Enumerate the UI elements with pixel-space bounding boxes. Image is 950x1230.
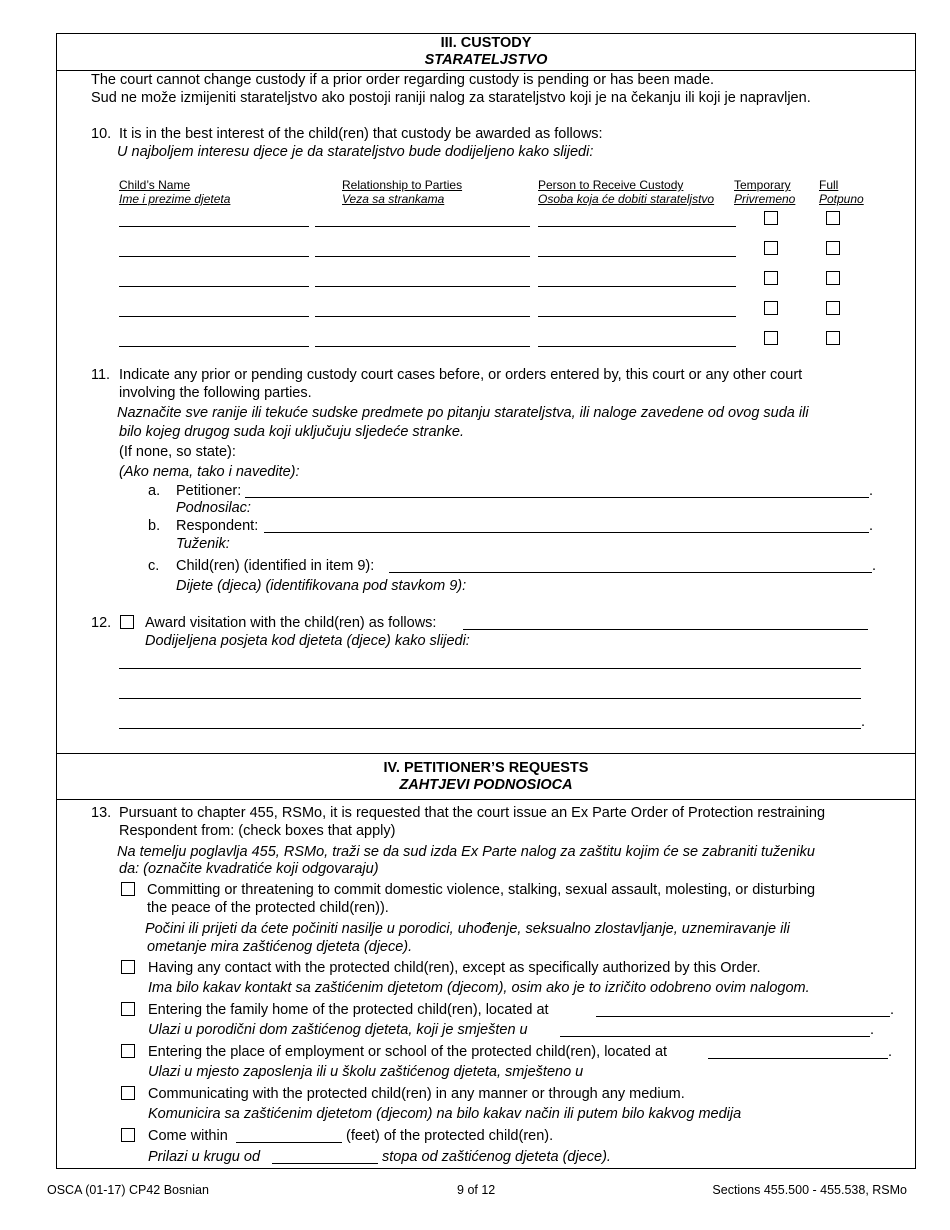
footer-statute: Sections 455.500 - 455.538, RSMo bbox=[712, 1183, 907, 1197]
relationship-field[interactable] bbox=[315, 316, 530, 317]
no-abuse-checkbox[interactable] bbox=[121, 882, 135, 896]
option2-alt: Ima bilo kakav kontakt sa zaštićenim djetetom (djecom), osim ako je to izričito odobreno ovim nalogom. bbox=[148, 980, 810, 996]
section3-title-alt: STARATELJSTVO bbox=[424, 52, 548, 68]
item11b-period: . bbox=[869, 518, 874, 534]
item11c-period: . bbox=[872, 558, 877, 574]
item11-alt-line1: Naznačite sve ranije ili tekuće sudske predmete po pitanju starateljstva, ili naloge zavedene od ovog suda ili bbox=[117, 405, 809, 421]
custody-person-field[interactable] bbox=[538, 316, 736, 317]
item11c-label: Child(ren) (identified in item 9): bbox=[176, 558, 375, 574]
option3-text: Entering the family home of the protected child(ren), located at bbox=[148, 1002, 549, 1018]
temporary-checkbox[interactable] bbox=[764, 331, 778, 345]
no-entering-work-checkbox[interactable] bbox=[121, 1044, 135, 1058]
col-header-relationship-alt: Veza sa strankama bbox=[342, 192, 445, 206]
item13-text-line2: Respondent from: (check boxes that apply) bbox=[119, 823, 396, 839]
relationship-field[interactable] bbox=[315, 346, 530, 347]
col-header-custody-person-alt: Osoba koja će dobiti starateljstvo bbox=[538, 192, 715, 206]
visitation-field-line3[interactable] bbox=[119, 698, 861, 699]
option4-alt: Ulazi u mjesto zaposlenja ili u školu zaštićenog djeteta, smješteno u bbox=[148, 1064, 584, 1080]
visitation-field-line1[interactable] bbox=[463, 629, 868, 630]
visitation-checkbox[interactable] bbox=[120, 615, 134, 629]
item11a-label-alt: Podnosilac: bbox=[176, 500, 251, 516]
distance-feet-field[interactable] bbox=[236, 1142, 342, 1143]
page-of: of bbox=[467, 1183, 478, 1197]
item11a-period: . bbox=[869, 483, 874, 499]
children-field[interactable] bbox=[389, 572, 872, 573]
child-name-field[interactable] bbox=[119, 286, 309, 287]
item10-number: 10. bbox=[91, 126, 112, 142]
relationship-field[interactable] bbox=[315, 286, 530, 287]
col-header-child-name-alt: Ime i prezime djeteta bbox=[119, 192, 231, 206]
item11c-label-alt: Dijete (djeca) (identifikovana pod stavkom 9): bbox=[176, 578, 467, 594]
visitation-field-line2[interactable] bbox=[119, 668, 861, 669]
option2-text: Having any contact with the protected child(ren), except as specifically authorized by this Order. bbox=[148, 960, 761, 976]
section4-header-divider bbox=[56, 799, 916, 800]
option5-text: Communicating with the protected child(ren) in any manner or through any medium. bbox=[148, 1086, 685, 1102]
option5-alt: Komunicira sa zaštićenim djetetom (djecom) na bilo kakav način ili putem bilo kakvog medija bbox=[148, 1106, 742, 1122]
full-checkbox[interactable] bbox=[826, 211, 840, 225]
item11b-label: Respondent: bbox=[176, 518, 259, 534]
item12-text-alt: Dodijeljena posjeta kod djeteta (djece) kako slijedi: bbox=[145, 633, 470, 649]
col-header-child-name: Child’s Name bbox=[119, 178, 191, 192]
option6-alt-start: Prilazi u krugu od bbox=[148, 1149, 261, 1165]
section3-title: III. CUSTODY bbox=[440, 35, 532, 51]
item12-number: 12. bbox=[91, 615, 112, 631]
option4-period: . bbox=[888, 1044, 893, 1060]
child-name-field[interactable] bbox=[119, 346, 309, 347]
home-location-field-alt[interactable] bbox=[560, 1036, 870, 1037]
col-header-relationship: Relationship to Parties bbox=[342, 178, 463, 192]
no-communicating-checkbox[interactable] bbox=[121, 1086, 135, 1100]
option6-text-start: Come within bbox=[148, 1128, 228, 1144]
relationship-field[interactable] bbox=[315, 256, 530, 257]
temporary-checkbox[interactable] bbox=[764, 211, 778, 225]
section4-title: IV. PETITIONER’S REQUESTS bbox=[383, 760, 589, 776]
item11-number: 11. bbox=[91, 367, 111, 383]
respondent-field[interactable] bbox=[264, 532, 869, 533]
option6-alt-end: stopa od zaštićenog djeteta (djece). bbox=[382, 1149, 611, 1165]
item11b-letter: b. bbox=[148, 518, 161, 534]
item11-if-none: (If none, so state): bbox=[119, 444, 236, 460]
section3-intro-alt: Sud ne može izmijeniti starateljstvo ako postoji raniji nalog za starateljstvo koji je na čekanju ili koji je napravljen. bbox=[91, 90, 811, 106]
item13-number: 13. bbox=[91, 805, 112, 821]
item11c-letter: c. bbox=[148, 558, 160, 574]
item10-text: It is in the best interest of the child(ren) that custody be awarded as follows: bbox=[119, 126, 603, 142]
option3-alt: Ulazi u porodični dom zaštićenog djeteta, koji je smješten u bbox=[148, 1022, 528, 1038]
item11a-label: Petitioner: bbox=[176, 483, 242, 499]
section3-intro: The court cannot change custody if a prior order regarding custody is pending or has been made. bbox=[91, 72, 715, 88]
option1-text-line2: the peace of the protected child(ren)). bbox=[147, 900, 389, 916]
child-name-field[interactable] bbox=[119, 226, 309, 227]
option3-period: . bbox=[890, 1002, 895, 1018]
full-checkbox[interactable] bbox=[826, 331, 840, 345]
child-name-field[interactable] bbox=[119, 256, 309, 257]
item11-alt-line2: bilo kojeg drugog suda koji uključuju sljedeće stranke. bbox=[119, 424, 464, 440]
page-current: 9 bbox=[457, 1183, 464, 1197]
petitioner-field[interactable] bbox=[245, 497, 869, 498]
col-header-temporary-alt: Privremeno bbox=[734, 192, 796, 206]
item11-text-line1: Indicate any prior or pending custody court cases before, or orders entered by, this court or any other court bbox=[119, 367, 803, 383]
footer-form-id: OSCA (01-17) CP42 Bosnian bbox=[47, 1183, 209, 1197]
custody-person-field[interactable] bbox=[538, 286, 736, 287]
item11a-letter: a. bbox=[148, 483, 161, 499]
col-header-custody-person: Person to Receive Custody bbox=[538, 178, 684, 192]
full-checkbox[interactable] bbox=[826, 301, 840, 315]
custody-person-field[interactable] bbox=[538, 226, 736, 227]
section4-title-alt: ZAHTJEVI PODNOSIOCA bbox=[399, 777, 573, 793]
option1-alt-line1: Počini ili prijeti da ćete počiniti nasilje u porodici, uhođenje, seksualno zlostavljanje, uznemiravanje ili bbox=[145, 921, 790, 937]
option4-text: Entering the place of employment or school of the protected child(ren), located at bbox=[148, 1044, 668, 1060]
col-header-temporary: Temporary bbox=[734, 178, 791, 192]
no-entering-home-checkbox[interactable] bbox=[121, 1002, 135, 1016]
custody-person-field[interactable] bbox=[538, 256, 736, 257]
option1-alt-line2: ometanje mira zaštićenog djeteta (djece). bbox=[147, 939, 413, 955]
temporary-checkbox[interactable] bbox=[764, 301, 778, 315]
item11b-label-alt: Tuženik: bbox=[176, 536, 230, 552]
home-location-field[interactable] bbox=[596, 1016, 890, 1017]
col-header-full-alt: Potpuno bbox=[819, 192, 864, 206]
section-divider bbox=[56, 753, 916, 754]
item11-if-none-alt: (Ako nema, tako i navedite): bbox=[119, 464, 300, 480]
option3-alt-period: . bbox=[870, 1022, 875, 1038]
child-name-field[interactable] bbox=[119, 316, 309, 317]
item11-text-line2: involving the following parties. bbox=[119, 385, 312, 401]
item13-text-line1: Pursuant to chapter 455, RSMo, it is requested that the court issue an Ex Parte Order of Protection restraining bbox=[119, 805, 826, 821]
visitation-field-line4[interactable] bbox=[119, 728, 861, 729]
item10-text-alt: U najboljem interesu djece je da starateljstvo bude dodijeljeno kako slijedi: bbox=[117, 144, 594, 160]
work-location-field[interactable] bbox=[708, 1058, 888, 1059]
item13-alt-line1: Na temelju poglavlja 455, RSMo, traži se da sud izda Ex Parte nalog za zaštitu kojim će se zabraniti tuženiku bbox=[117, 844, 815, 860]
relationship-field[interactable] bbox=[315, 226, 530, 227]
option1-text-line1: Committing or threatening to commit domestic violence, stalking, sexual assault, molesting, or disturbing bbox=[147, 882, 816, 898]
distance-restriction-checkbox[interactable] bbox=[121, 1128, 135, 1142]
item13-alt-line2: da: (označite kvadratiće koji odgovaraju) bbox=[119, 861, 379, 877]
temporary-checkbox[interactable] bbox=[764, 271, 778, 285]
visitation-period: . bbox=[861, 714, 866, 730]
option6-text-end: (feet) of the protected child(ren). bbox=[346, 1128, 554, 1144]
no-contact-checkbox[interactable] bbox=[121, 960, 135, 974]
full-checkbox[interactable] bbox=[826, 271, 840, 285]
custody-person-field[interactable] bbox=[538, 346, 736, 347]
temporary-checkbox[interactable] bbox=[764, 241, 778, 255]
full-checkbox[interactable] bbox=[826, 241, 840, 255]
distance-feet-field-alt[interactable] bbox=[272, 1163, 378, 1164]
item12-text: Award visitation with the child(ren) as follows: bbox=[145, 615, 437, 631]
footer-page-number bbox=[457, 1181, 495, 1199]
page-total: 12 bbox=[481, 1183, 496, 1197]
col-header-full: Full bbox=[819, 178, 839, 192]
